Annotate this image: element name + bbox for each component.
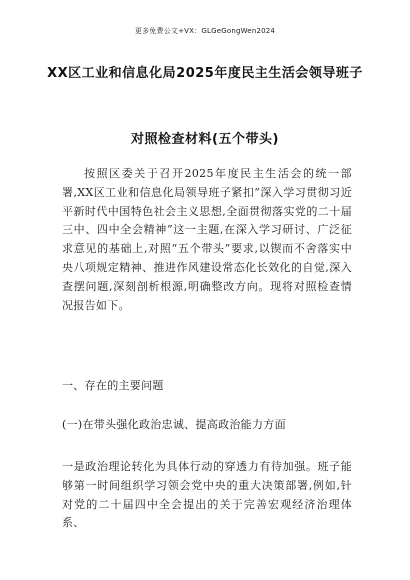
document-title-line-1: XX区工业和信息化局2025年度民主生活会领导班子 [47, 66, 363, 81]
section-heading: 一、存在的主要问题 [62, 379, 164, 392]
intro-paragraph: 按照区委关于召开2025年度民主生活会的统一部署,XX区工业和信息化局领导班子紧扣“深入学习贯彻习近平新时代中国特色社会主义思想,全面贯彻落实党的二十届三中、四中全会精神”这一主题,在深入学习研讨、广泛征求意见的基础上,对照“五个带头”要求,以锲而不舍落实中央八项规定精神、推进作风建设常态化长效化的自觉,深入查摆问题,深刻剖析根源,明确整改方向。现将对照检查情况报告如下。 [62, 167, 352, 312]
body-paragraph: 一是政治理论转化为具体行动的穿透力有待加强。班子能够第一时间组织学习领会党中央的重大决策部署,例如,针对党的二十届四中全会提出的关于完善宏观经济治理体系、 [62, 460, 352, 530]
header-note: 更多免费公文+VX：GLGeGongWen2024 [134, 27, 276, 35]
subsection-heading: (一)在带头强化政治忠诚、提高政治能力方面 [62, 418, 286, 431]
document-title-line-2: 对照检查材料(五个带头) [131, 132, 279, 147]
